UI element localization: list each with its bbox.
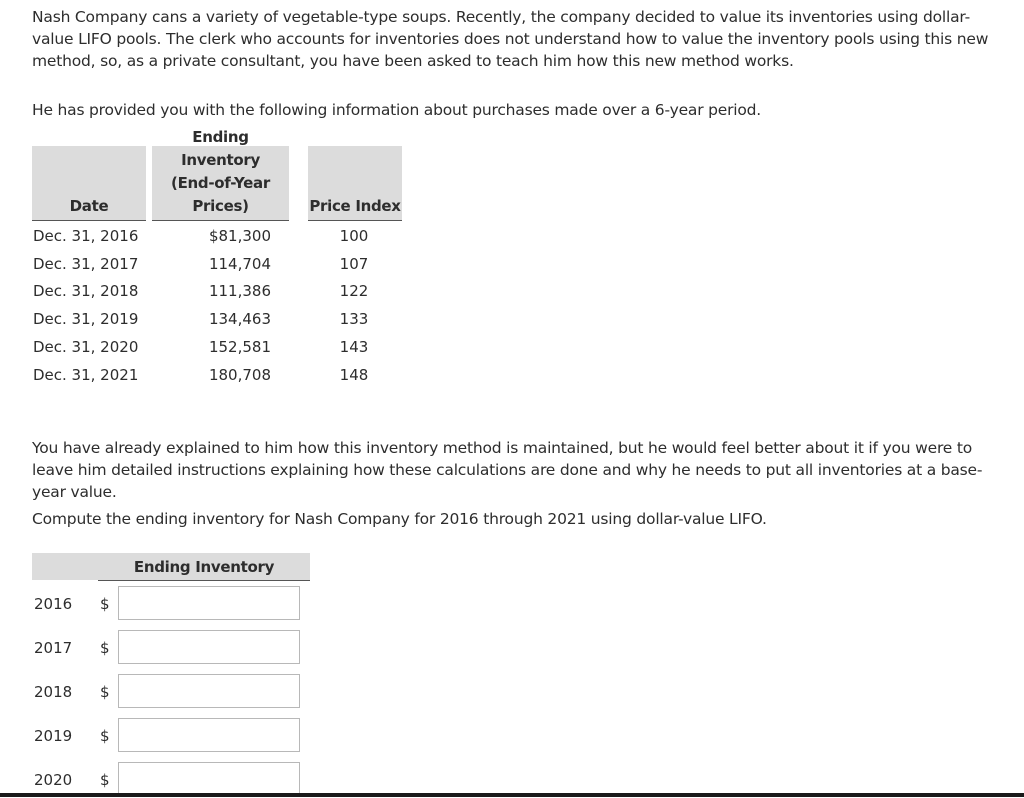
answer-row-2019 (32, 718, 312, 754)
dollar-sign: $ (100, 727, 110, 745)
header-inventory-line2: (End-of-Year (171, 174, 270, 192)
answer-year: 2018 (34, 683, 73, 701)
row-index: 122 (339, 282, 369, 300)
dollar-sign: $ (100, 595, 110, 613)
answer-row-2016 (32, 586, 312, 622)
dollar-sign: $ (100, 771, 110, 789)
header-date-cell (32, 146, 146, 220)
answer-header (32, 553, 310, 580)
row-date: Dec. 31, 2016 (33, 227, 139, 245)
header-inventory (152, 126, 289, 218)
task-paragraph: Compute the ending inventory for Nash Company for 2016 through 2021 using dollar-value LIFO. (32, 510, 767, 528)
ending-inventory-2017-input[interactable] (118, 630, 300, 664)
ending-inventory-2019-input[interactable] (118, 718, 300, 752)
row-inventory: 134,463 (208, 310, 271, 328)
explanation-paragraph: You have already explained to him how this inventory method is maintained, but he would feel better about it if you were to leave him detailed instructions explaining how these calculations are done and why he needs to put all inventories at a base-year value. (32, 439, 983, 501)
answer-year: 2017 (34, 639, 73, 657)
row-date: Dec. 31, 2018 (33, 282, 139, 300)
header-inventory-cell (152, 128, 289, 220)
row-index: 148 (339, 366, 369, 384)
answer-row-2017 (32, 630, 312, 666)
dollar-sign: $ (100, 639, 110, 657)
ending-inventory-2018-input[interactable] (118, 674, 300, 708)
row-index: 100 (339, 227, 369, 245)
header-inventory-line3: Prices) (192, 197, 249, 215)
answer-year: 2016 (34, 595, 73, 613)
header-date: Date (69, 197, 109, 215)
header-inventory-line1: Ending Inventory (181, 128, 260, 169)
row-date: Dec. 31, 2019 (33, 310, 139, 328)
row-inventory: $81,300 (208, 227, 271, 245)
row-index: 107 (339, 255, 369, 273)
ending-inventory-2020-input[interactable] (118, 762, 300, 796)
answer-year: 2020 (34, 771, 73, 789)
bottom-border (0, 793, 1024, 797)
dollar-sign: $ (100, 683, 110, 701)
answer-year: 2019 (34, 727, 73, 745)
answer-row-2018 (32, 674, 312, 710)
header-price-index: Price Index (309, 197, 401, 215)
row-inventory: 152,581 (208, 338, 271, 356)
row-date: Dec. 31, 2021 (33, 366, 139, 384)
row-inventory: 180,708 (208, 366, 271, 384)
row-inventory: 111,386 (208, 282, 271, 300)
row-index: 143 (339, 338, 369, 356)
header-index-cell (308, 146, 402, 220)
ending-inventory-2016-input[interactable] (118, 586, 300, 620)
answer-header-label: Ending Inventory (133, 558, 275, 576)
row-inventory: 114,704 (208, 255, 271, 273)
row-index: 133 (339, 310, 369, 328)
row-date: Dec. 31, 2017 (33, 255, 139, 273)
row-date: Dec. 31, 2020 (33, 338, 139, 356)
info-paragraph: He has provided you with the following information about purchases made over a 6-year period. (32, 101, 762, 119)
intro-paragraph: Nash Company cans a variety of vegetable-type soups. Recently, the company decided to value its inventories using dollar-value LIFO pools. The clerk who accounts for inventories does not understand how to value the inventory pools using this new method, so, as a private consultant, you have been asked to teach him how this new method works. (32, 8, 989, 70)
